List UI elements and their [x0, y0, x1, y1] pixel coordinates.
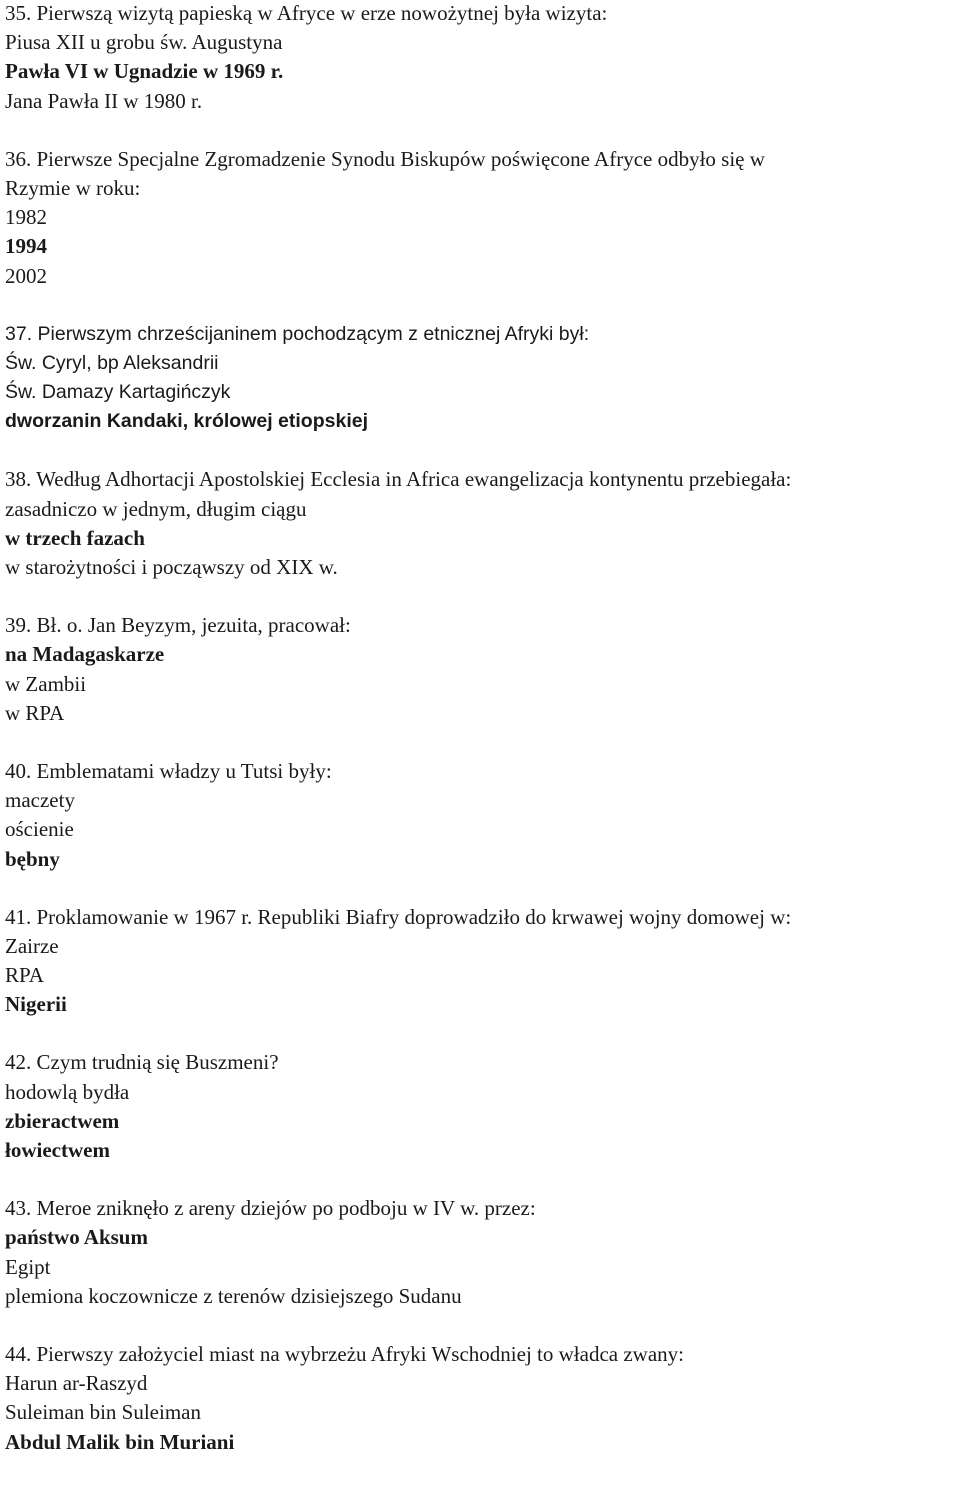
- question-42: [5, 1048, 955, 1165]
- answer-option-correct: Nigerii: [5, 992, 67, 1017]
- answer-option-correct: 1994: [5, 234, 47, 259]
- answer-option: Suleiman bin Suleiman: [5, 1400, 201, 1425]
- question-44: [5, 1340, 955, 1457]
- question-prompt: 40. Emblematami władzy u Tutsi były:: [5, 758, 332, 783]
- answer-option: Harun ar-Raszyd: [5, 1371, 148, 1396]
- answer-option: 2002: [5, 263, 47, 288]
- answer-option: Jana Pawła II w 1980 r.: [5, 88, 203, 113]
- answer-option: RPA: [5, 963, 44, 988]
- answer-option-correct: bębny: [5, 846, 60, 871]
- question-prompt: 42. Czym trudnią się Buszmeni?: [5, 1050, 279, 1075]
- answer-option: zasadniczo w jednym, długim ciągu: [5, 496, 307, 521]
- answer-option: ościenie: [5, 817, 74, 842]
- question-38: [5, 465, 955, 582]
- answer-option: 1982: [5, 205, 47, 230]
- answer-option-correct: na Madagaskarze: [5, 642, 165, 667]
- answer-option: hodowlą bydła: [5, 1079, 130, 1104]
- question-prompt: 36. Pierwsze Specjalne Zgromadzenie Synodu Biskupów poświęcone Afryce odbyło się w: [5, 146, 765, 171]
- answer-option-correct: państwo Aksum: [5, 1225, 148, 1250]
- answer-option: plemiona koczownicze z terenów dzisiejszego Sudanu: [5, 1283, 462, 1308]
- answer-option: w RPA: [5, 700, 65, 725]
- answer-option: w Zambii: [5, 671, 87, 696]
- question-35: [5, 0, 955, 116]
- question-41: [5, 903, 955, 1020]
- question-prompt: 43. Meroe zniknęło z areny dziejów po podboju w IV w. przez:: [5, 1196, 536, 1221]
- question-prompt: 41. Proklamowanie w 1967 r. Republiki Biafry doprowadziło do krwawej wojny domowej w:: [5, 904, 792, 929]
- question-prompt: 37. Pierwszym chrześcijaninem pochodzącym z etnicznej Afryki był:: [5, 322, 590, 345]
- answer-option-correct: łowiectwem: [5, 1138, 110, 1162]
- answer-option-correct: Abdul Malik bin Muriani: [5, 1429, 235, 1454]
- question-43: [5, 1194, 955, 1311]
- question-39: [5, 611, 955, 728]
- answer-option-correct: zbieractwem: [5, 1108, 120, 1133]
- answer-option-correct: Pawła VI w Ugnadzie w 1969 r.: [5, 59, 284, 84]
- question-40: [5, 757, 955, 874]
- question-37: [5, 320, 955, 437]
- question-prompt: 38. Według Adhortacji Apostolskiej Ecclesia in Africa ewangelizacja kontynentu przebiegała:: [5, 467, 792, 492]
- question-prompt-continued: Rzymie w roku:: [5, 175, 141, 200]
- answer-option-correct: w trzech fazach: [5, 525, 145, 550]
- answer-option: w starożytności i począwszy od XIX w.: [5, 555, 338, 579]
- answer-option: Zairze: [5, 933, 59, 958]
- answer-option: Św. Damazy Kartagińczyk: [5, 381, 231, 404]
- question-prompt: 35. Pierwszą wizytą papieską w Afryce w erze nowożytnej była wizyta:: [5, 1, 608, 25]
- question-36: [5, 145, 955, 291]
- answer-option-correct: dworzanin Kandaki, królowej etiopskiej: [5, 410, 368, 433]
- answer-option: Piusa XII u grobu św. Augustyna: [5, 30, 283, 55]
- answer-option: Egipt: [5, 1254, 51, 1279]
- answer-option: maczety: [5, 788, 75, 813]
- quiz-document: [5, 0, 955, 1486]
- question-prompt: 44. Pierwszy założyciel miast na wybrzeżu Afryki Wschodniej to władca zwany:: [5, 1341, 684, 1366]
- question-prompt: 39. Bł. o. Jan Beyzym, jezuita, pracował:: [5, 613, 351, 638]
- answer-option: Św. Cyryl, bp Aleksandrii: [5, 351, 219, 374]
